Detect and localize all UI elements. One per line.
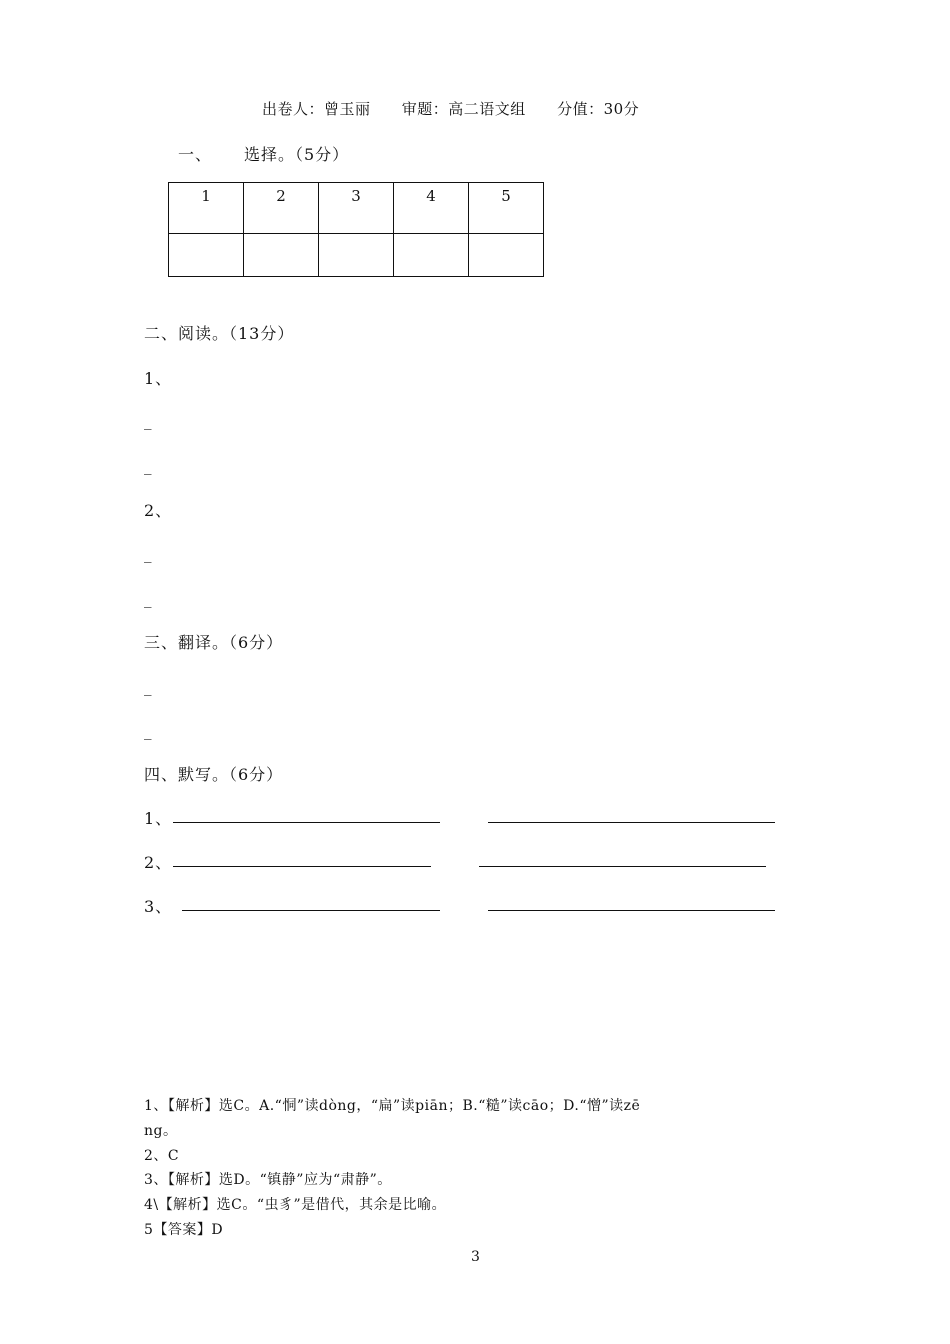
table-answer-row — [169, 234, 544, 277]
answer-cell[interactable] — [169, 234, 244, 277]
page-number: 3 — [471, 1249, 481, 1265]
fill-line[interactable] — [488, 822, 775, 823]
table-header-cell: 1 — [169, 183, 244, 234]
answer-cell[interactable] — [469, 234, 544, 277]
answer-blank[interactable]: _ — [144, 412, 152, 430]
table-header-cell: 3 — [319, 183, 394, 234]
recitation-item-1: 1、 — [144, 809, 173, 828]
fill-line[interactable] — [488, 910, 775, 911]
section3-title: 三、翻译。（6分） — [144, 633, 284, 652]
table-header-cell: 4 — [394, 183, 469, 234]
fill-line[interactable] — [479, 866, 766, 867]
reading-question-1: 1、 — [144, 369, 173, 388]
table-header-cell: 5 — [469, 183, 544, 234]
answer-cell[interactable] — [394, 234, 469, 277]
table-header-row — [169, 183, 544, 234]
fill-line[interactable] — [173, 866, 431, 867]
answer-key-1-line1: 1、【解析】选C。A.“恫”读dòng，“扁”读piān；B.“糙”读cāo；D.“憎”读zē — [144, 1098, 641, 1114]
author-text: 出卷人：曾玉丽 — [262, 100, 371, 118]
answer-key-4: 4\【解析】选C。“虫豸”是借代，其余是比喻。 — [144, 1197, 447, 1213]
reading-question-2: 2、 — [144, 501, 173, 520]
score-text: 分值：30分 — [557, 100, 640, 118]
answer-cell[interactable] — [244, 234, 319, 277]
section1-number: 一、 — [178, 145, 213, 164]
exam-header — [262, 98, 639, 119]
choice-answer-table — [168, 182, 544, 277]
fill-line[interactable] — [173, 822, 440, 823]
answer-key-3: 3、【解析】选D。“镇静”应为“肃静”。 — [144, 1172, 392, 1188]
answer-key-2: 2、C — [144, 1148, 180, 1164]
answer-blank[interactable]: _ — [144, 457, 152, 475]
recitation-item-3: 3、 — [144, 897, 173, 916]
answer-key-5: 5【答案】D — [144, 1222, 224, 1238]
table-header-cell: 2 — [244, 183, 319, 234]
section2-title: 二、阅读。（13分） — [144, 324, 295, 343]
answer-cell[interactable] — [319, 234, 394, 277]
answer-key-1-line2: ng。 — [144, 1123, 178, 1139]
section1-title: 选择。（5分） — [244, 145, 350, 164]
answer-blank[interactable]: _ — [144, 590, 152, 608]
recitation-item-2: 2、 — [144, 853, 173, 872]
fill-line[interactable] — [182, 910, 440, 911]
reviewer-text: 审题：高二语文组 — [401, 100, 526, 118]
answer-blank[interactable]: _ — [144, 722, 152, 740]
answer-blank[interactable]: _ — [144, 678, 152, 696]
answer-blank[interactable]: _ — [144, 545, 152, 563]
section4-title: 四、默写。（6分） — [144, 765, 284, 784]
